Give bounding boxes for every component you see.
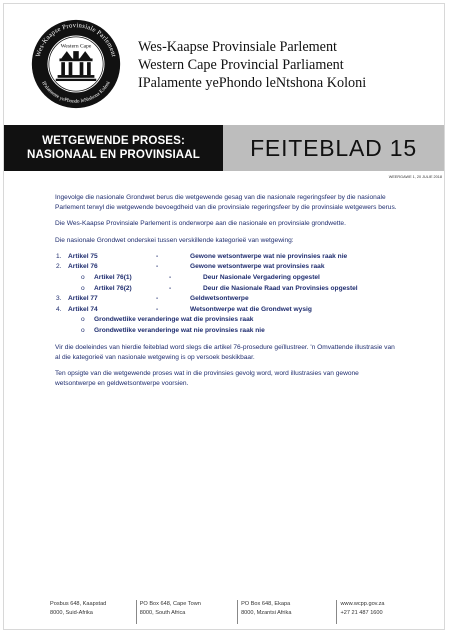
document-body	[55, 193, 400, 395]
list-item: 4. Artikel 74 - Wetsontwerpe wat die Grondwet wysig	[56, 305, 312, 313]
name-xhosa: IPalamente yePhondo leNtshona Koloni	[138, 75, 367, 91]
parliament-names	[138, 38, 366, 92]
website-link[interactable]: www.wcpp.gov.za	[340, 601, 385, 607]
list-item: 2. Artikel 76 - Gewone wetsontwerpe wat provinsies raak	[56, 263, 325, 271]
name-english: Western Cape Provincial Parliament	[138, 57, 344, 73]
paragraph-1: Ingevolge die nasionale Grondwet berus die wetgewende gesag van die nasionale regeringsfeer by die nasionale Parlement terwyl die wetgewende bevoegdheid van die provinsiale regeringsfeer by die provinsiale wetgewers berus.	[55, 194, 397, 212]
banner-line-1: WETGEWENDE PROSES:	[42, 134, 185, 147]
banner-line-2: NASIONAAL EN PROVINSIAAL	[27, 148, 200, 161]
title-banner	[4, 125, 444, 171]
name-afrikaans: Wes-Kaapse Provinsiale Parlement	[138, 39, 337, 55]
svg-text:Wes-Kaapse Provinsiale Parleme: Wes-Kaapse Provinsiale Parlement	[34, 22, 118, 58]
paragraph-2: Die Wes-Kaapse Provinsiale Parlement is onderworpe aan die nasionale en provinsiale grondwette.	[55, 220, 346, 228]
list-item: o Grondwetlike veranderinge wat nie provinsies raak nie	[81, 326, 265, 334]
footer-web-phone	[336, 600, 395, 624]
paragraph-5: Ten opsigte van die wetgewende proses wat in die provinsies gevolg word, word illustrasies van gewone wetsontwerpe en geldwetsontwerpe voorsien.	[55, 369, 359, 388]
list-item: 3. Artikel 77 - Geldwetsontwerpe	[56, 295, 249, 303]
parliament-seal-logo	[30, 18, 122, 110]
banner-subject	[4, 125, 223, 171]
svg-text:IPalamente yePhondo leNtshona: IPalamente yePhondo leNtshona Koloni	[40, 80, 112, 105]
edition-label: WEERGAWE 1, 20 JULIE 2018	[388, 175, 442, 179]
phone-number: +27 21 487 1600	[340, 610, 383, 616]
paragraph-3: Die nasionale Grondwet onderskei tussen verskillende kategorieë van wetgewing:	[55, 236, 294, 244]
list-item: o Artikel 76(1) - Deur Nasionale Vergadering opgestel	[81, 274, 320, 281]
footer-contacts	[50, 600, 395, 624]
list-item: o Artikel 76(2) - Deur die Nasionale Raad van Provinsies opgestel	[81, 284, 358, 292]
footer-address-english: PO Box 648, Cape Town 8000, South Africa	[136, 600, 237, 624]
list-item: 1. Artikel 75 - Gewone wetsontwerpe wat nie provinsies raak nie	[56, 252, 348, 260]
footer-address-afrikaans: Posbus 648, Kaapstad 8000, Suid-Afrika	[50, 601, 107, 616]
svg-text:Western Cape: Western Cape	[60, 43, 92, 50]
paragraph-4: Vir die doeleindes van hierdie feiteblad word slegs die artikel 76-prosedure geïllustreer. 'n Omvattende illustrasie van al die kategorieë van nasionale wetgewing is op versoek beskikbaar.	[55, 343, 395, 361]
list-item: o Grondwetlike veranderinge wat die provinsies raak	[81, 316, 254, 324]
footer-address-xhosa: PO Box 648, Ekapa 8000, Mzantsi Afrika	[237, 600, 336, 624]
fact-sheet-title: FEITEBLAD 15	[223, 125, 444, 171]
legislation-list	[55, 252, 400, 337]
